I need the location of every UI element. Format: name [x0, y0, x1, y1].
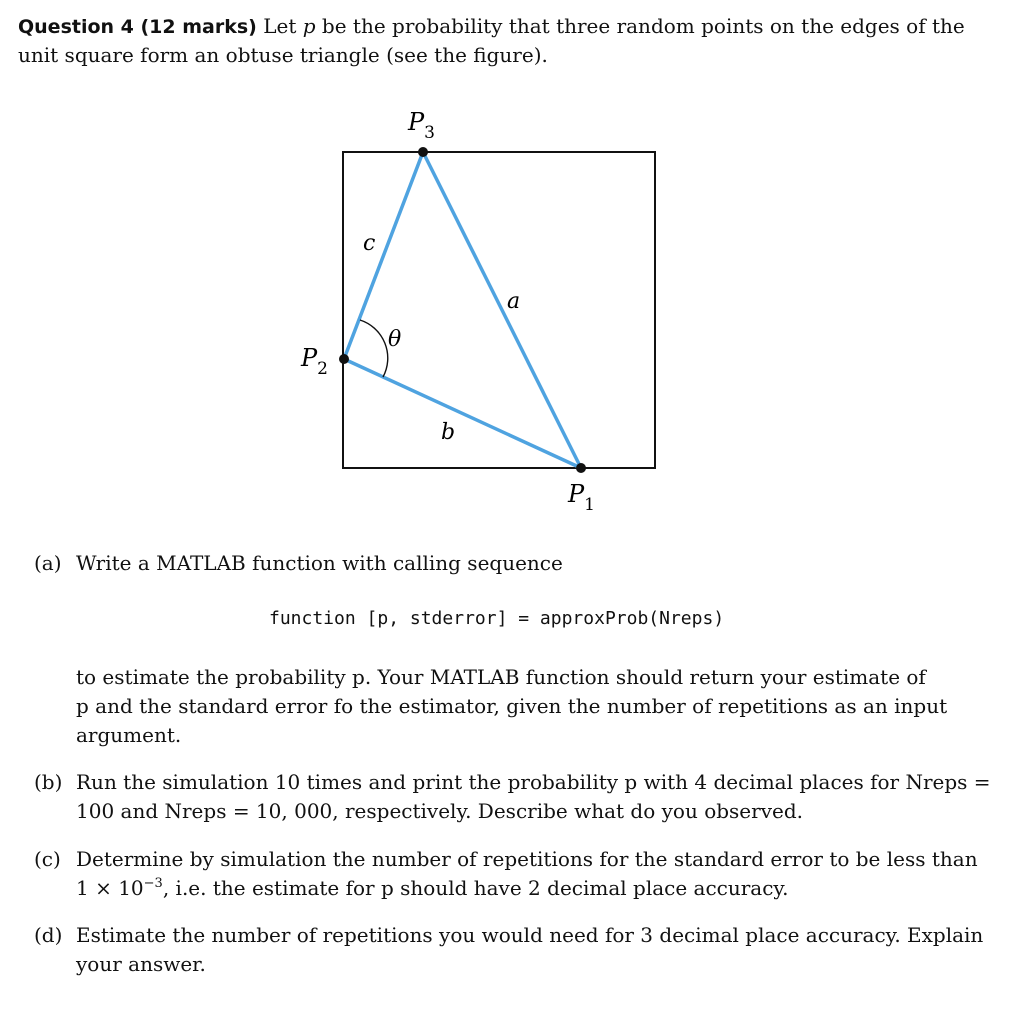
- part-b-line2: 100 and Nreps = 10, 000, respectively. Describe what do you observed.: [76, 799, 803, 823]
- point-p3: [418, 147, 428, 157]
- angle-theta-label: θ: [388, 327, 402, 352]
- part-a-marker: (a): [34, 551, 62, 575]
- side-c-line: [344, 152, 423, 359]
- intro-text-b: be the probability that three random points on the edges of the: [321, 14, 965, 38]
- side-a-label: a: [507, 289, 521, 314]
- part-c-line1: Determine by simulation the number of repetitions for the standard error to be less than: [76, 847, 978, 871]
- p3-label: $P_3$: [408, 108, 435, 143]
- part-b-line1: Run the simulation 10 times and print the probability p with 4 decimal places for Nreps =: [76, 770, 991, 794]
- point-p1: [576, 463, 586, 473]
- side-b-label: b: [441, 420, 456, 445]
- part-b-marker: (b): [34, 770, 63, 794]
- question-heading: Question 4 (12 marks): [18, 16, 257, 38]
- p1-label: $P_1$: [568, 480, 595, 515]
- part-a-line2: p and the standard error fo the estimator, given the number of repetitions as an input: [76, 694, 948, 718]
- part-d-line1: Estimate the number of repetitions you would need for 3 decimal place accuracy. Explain: [76, 923, 984, 947]
- part-d-marker: (d): [34, 923, 63, 947]
- part-a-code: function [p, stderror] = approxProb(Nreps): [269, 608, 725, 629]
- side-b-line: [344, 359, 581, 468]
- part-c-line2-pre: 1 × 10: [76, 876, 144, 900]
- part-a-line1: to estimate the probability p. Your MATLAB function should return your estimate of: [76, 665, 926, 689]
- question-intro-line2: unit square form an obtuse triangle (see the figure).: [18, 43, 548, 67]
- side-c-label: c: [363, 231, 376, 256]
- part-c-marker: (c): [34, 847, 61, 871]
- p2-label: $P_2$: [301, 344, 328, 379]
- intro-var-p: p: [302, 14, 316, 38]
- part-a-line3: argument.: [76, 723, 182, 747]
- part-c-exponent: −3: [143, 876, 163, 891]
- part-d-line2: your answer.: [76, 952, 206, 976]
- intro-text-a: Let: [263, 14, 297, 38]
- point-p2: [339, 354, 349, 364]
- part-c-line2: [76, 874, 788, 903]
- part-a-text: Write a MATLAB function with calling sequence: [76, 551, 563, 575]
- unit-square: [343, 152, 655, 468]
- part-c-line2-post: , i.e. the estimate for p should have 2 decimal place accuracy.: [162, 876, 789, 900]
